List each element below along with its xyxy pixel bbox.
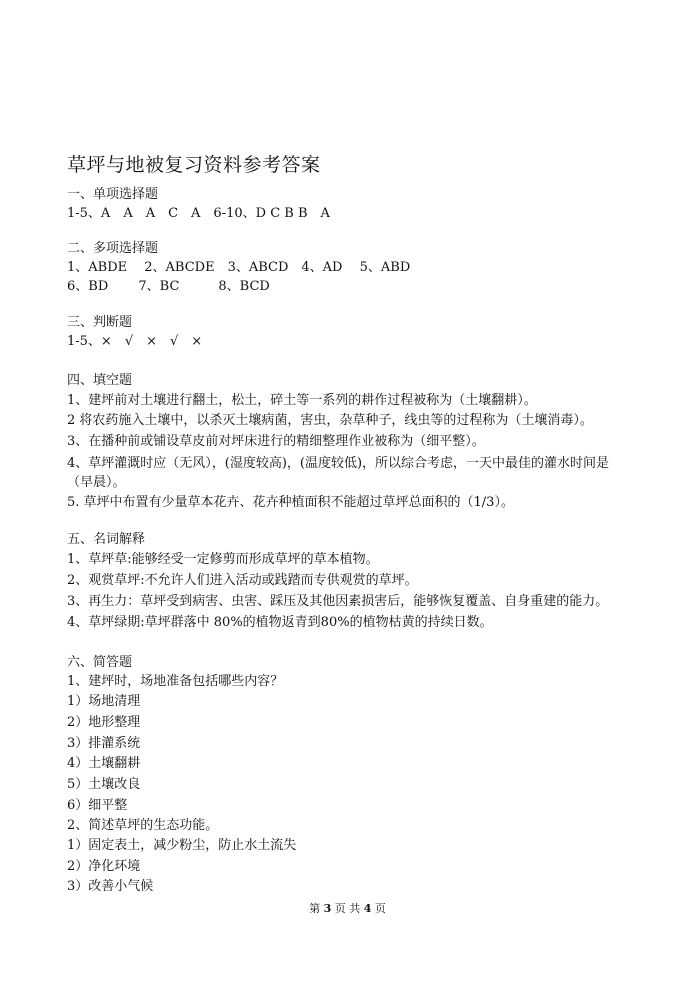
section-heading-fill-blank: 四、填空题: [67, 373, 133, 388]
section-heading-single-choice: 一、单项选择题: [67, 187, 159, 202]
answer-line: 1、建坪前对土壤进行翻土，松土，碎土等一系列的耕作过程被称为（土壤翻耕）。: [67, 393, 537, 408]
section-heading-definitions: 五、名词解释: [67, 532, 146, 547]
question-line: 2、简述草坪的生态功能。: [67, 818, 219, 833]
answer-line: 2、观赏草坪:不允许人们进入活动或践踏而专供观赏的草坪。: [67, 573, 418, 588]
answer-line: 6）细平整: [67, 798, 128, 813]
answer-line: 3、在播种前或铺设草皮前对坪床进行的精细整理作业被称为（细平整）。: [67, 434, 485, 449]
total-pages-number: 4: [363, 902, 372, 915]
answer-line: 3）改善小气候: [67, 879, 154, 894]
answer-line: 2）地形整理: [67, 715, 141, 730]
answer-line: 4）土壤翻耕: [67, 756, 141, 771]
footer-prefix: 第: [309, 902, 321, 915]
document-title: 草坪与地被复习资料参考答案: [67, 154, 321, 176]
answer-line: 3）排灌系统: [67, 736, 141, 751]
answer-line: 1-5、× √ × √ ×: [67, 334, 203, 349]
answer-line: 2）净化环境: [67, 859, 141, 874]
answer-line: 5. 草坪中布置有少量草本花卉、花卉种植面积不能超过草坪总面积的（1/3）。: [67, 495, 514, 510]
answer-line: 1、草坪草:能够经受一定修剪而形成草坪的草本植物。: [67, 552, 379, 567]
page-footer: [0, 902, 695, 916]
section-heading-true-false: 三、判断题: [67, 315, 133, 330]
answer-line: 1）场地清理: [67, 694, 141, 709]
footer-middle: 页 共: [334, 902, 361, 915]
answer-line: 1、ABDE 2、ABCDE 3、ABCD 4、AD 5、ABD: [67, 260, 411, 275]
answer-line: 4、草坪绿期:草坪群落中 80%的植物返青到80%的植物枯黄的持续日数。: [67, 615, 493, 630]
answer-line: 1-5、A A A C A 6-10、D C B B A: [67, 206, 330, 221]
answer-line: 5）土壤改良: [67, 777, 141, 792]
answer-line: 6、BD 7、BC 8、BCD: [67, 279, 270, 294]
section-heading-multiple-choice: 二、多项选择题: [67, 241, 159, 256]
answer-line: 2 将农药施入土壤中，以杀灭土壤病菌，害虫，杂草种子，线虫等的过程称为（土壤消毒）。: [67, 413, 593, 428]
current-page-number: 3: [323, 902, 332, 915]
answer-line: （早晨）。: [67, 475, 126, 490]
answer-line: 1）固定表土，减少粉尘，防止水土流失: [67, 838, 297, 853]
answer-line: 3、再生力：草坪受到病害、虫害、踩压及其他因素损害后，能够恢复覆盖、自身重建的能力。: [67, 594, 609, 609]
footer-suffix: 页: [374, 902, 386, 915]
question-line: 1、建坪时，场地准备包括哪些内容？: [67, 674, 284, 689]
section-heading-short-answer: 六、简答题: [67, 655, 133, 670]
answer-line: 4、草坪灌溉时应（无风），(湿度较高)，(温度较低)，所以综合考虑，一天中最佳的灌水时间是: [67, 456, 610, 471]
